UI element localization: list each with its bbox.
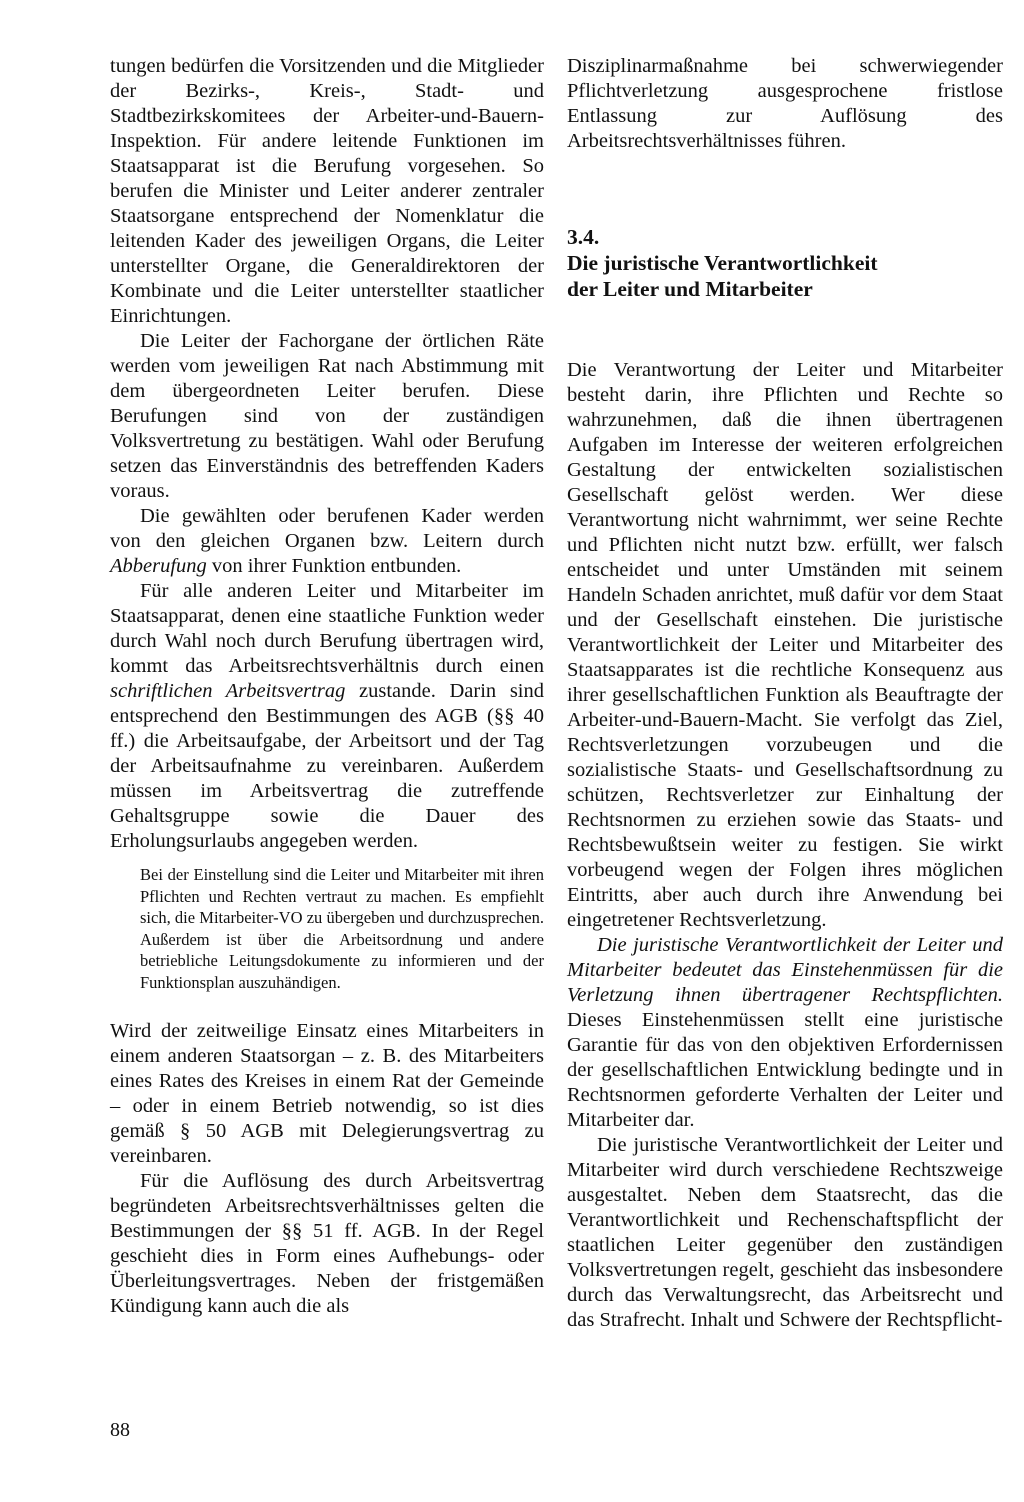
paragraph: Für die Auflösung des durch Arbeitsvertrag begründeten Arbeitsrechtsverhältnisses gelten die Bestimmungen der §§ 51 ff. AGB. In der Regel geschieht dies in Form eines Aufhebungs- oder Überleitungsvertrages. Neben der fristgemäßen Kündigung kann auch die als (110, 1170, 544, 1317)
paragraph: tungen bedürfen die Vorsitzenden und die Mitglieder der Bezirks-, Kreis-, Stadt- und Stadtbezirkskomitees der Arbeiter-und-Bauern-Inspektion. Für andere leitende Funktionen im Staatsapparat ist die Berufung vorgesehen. So berufen die Minister und Leiter anderer zentraler Staatsorgane entsprechend der Nomenklatur die leitenden Kader des jeweiligen Organs, die Leiter unterstellter Organe, die Generaldirektoren der Kombinate und die Leiter unterstellter staatlicher Einrichtungen. (110, 55, 544, 327)
paragraph: Die Leiter der Fachorgane der örtlichen Räte werden vom jeweiligen Rat nach Abstimmung mit dem übergeordneten Leiter berufen. Diese Berufungen sind von der zuständigen Volksvertretung zu bestätigen. Wahl oder Berufung setzen das Einverständnis des betreffenden Kaders voraus. (110, 330, 544, 502)
note-block: Bei der Einstellung sind die Leiter und Mitarbeiter mit ihren Pflichten und Rechten vertraut zu machen. Es empfiehlt sich, die Mitarbeiter-VO zu übergeben und durchzusprechen. Außerdem ist über die Arbeitsordnung und andere betriebliche Leitungsdokumente zu informieren und der Funktionsplan auszuhändigen. (140, 865, 544, 992)
left-column (110, 54, 544, 1319)
paragraph: Wird der zeitweilige Einsatz eines Mitarbeiters in einem anderen Staatsorgan – z. B. des Mitarbeiters eines Rates des Kreises in einem Rat der Gemeinde – oder in einem Betrieb notwendig, so ist dies gemäß § 50 AGB mit Delegierungsvertrag zu vereinbaren. (110, 1020, 544, 1167)
paragraph: Die Verantwortung der Leiter und Mitarbeiter besteht darin, ihre Pflichten und Rechte so wahrzunehmen, daß die ihnen übertragenen Aufgaben im Interesse der weiteren erfolgreichen Gestaltung der entwickelten sozialistischen Gesellschaft gelöst werden. Wer diese Verantwortung nicht wahrnimmt, wer seine Rechte und Pflichten nicht nutzt bzw. erfüllt, wer falsch entscheidet und unter Umständen mit seinem Handeln Schaden anrichtet, muß dafür vor dem Staat und der Gesellschaft einstehen. Die juristische Verantwortlichkeit der Leiter und Mitarbeiter des Staatsapparates ist die rechtliche Konsequenz aus ihrer gesellschaftlichen Funktion als Beauftragte der Arbeiter-und-Bauern-Macht. Sie verfolgt das Ziel, Rechtsverletzungen vorzubeugen und die sozialistische Staats- und Gesellschaftsordnung zu schützen, Rechtsverletzer zur Einhaltung der Rechtsnormen zu erziehen sowie das Staats- und Rechtsbewußtsein weiter zu festigen. Sie wirkt vorbeugend wegen der Folgen ihres möglichen Eintritts, aber auch durch ihre Anwendung bei eingetretener Rechtsverletzung. (567, 359, 1003, 931)
paragraph: Disziplinarmaßnahme bei schwerwiegender Pflichtverletzung ausgesprochene fristlose Entlassung zur Auflösung des Arbeitsrechtsverhältnisses führen. (567, 55, 1003, 152)
emphasis: Die juristische Verantwortlichkeit der Leiter und Mitarbeiter bedeutet das Einstehenmüssen für die Verletzung ihnen übertragener Rechtspflichten. (567, 934, 1003, 1006)
page-number: 88 (110, 1419, 130, 1441)
emphasis: schriftlichen Arbeitsvertrag (110, 680, 346, 702)
section-title-line: Die juristische Verantwortlichkeit (567, 251, 878, 275)
section-number: 3.4. (567, 225, 600, 249)
paragraph: Für alle anderen Leiter und Mitarbeiter im Staatsapparat, denen eine staatliche Funktion weder durch Wahl noch durch Berufung übertragen wird, kommt das Arbeitsrechtsverhältnis durch einen schriftlichen Arbeitsvertrag zustande. Darin sind entsprechend den Bestimmungen des AGB (§§ 40 ff.) die Arbeitsaufgabe, der Arbeitsort und der Tag der Arbeitsaufnahme zu vereinbaren. Außerdem müssen im Arbeitsvertrag die zutreffende Gehaltsgruppe sowie die Dauer des Erholungsurlaubs angegeben werden. (110, 580, 544, 852)
paragraph: Die juristische Verantwortlichkeit der Leiter und Mitarbeiter wird durch verschiedene Rechtszweige ausgestaltet. Neben dem Staatsrecht, das die Verantwortlichkeit und Rechenschaftspflicht der staatlichen Leiter gegenüber den zuständigen Volksvertretungen regelt, geschieht das insbesondere durch das Verwaltungsrecht, das Arbeitsrecht und das Strafrecht. Inhalt und Schwere der Rechtspflicht- (567, 1134, 1003, 1331)
section-title-line: der Leiter und Mitarbeiter (567, 277, 813, 301)
paragraph: Die gewählten oder berufenen Kader werden von den gleichen Organen bzw. Leitern durch Abberufung von ihrer Funktion entbunden. (110, 505, 544, 577)
paragraph: Die juristische Verantwortlichkeit der Leiter und Mitarbeiter bedeutet das Einstehenmüssen für die Verletzung ihnen übertragener Rechtspflichten. Dieses Einstehenmüssen stellt eine juristische Garantie für das von den objektiven Erfordernissen der gesellschaftlichen Entwicklung bedingte und in Rechtsnormen geforderte Verhalten der Leiter und Mitarbeiter dar. (567, 934, 1003, 1131)
right-column (567, 54, 1003, 1333)
emphasis: Abberufung (110, 555, 207, 577)
section-heading (567, 224, 1003, 302)
